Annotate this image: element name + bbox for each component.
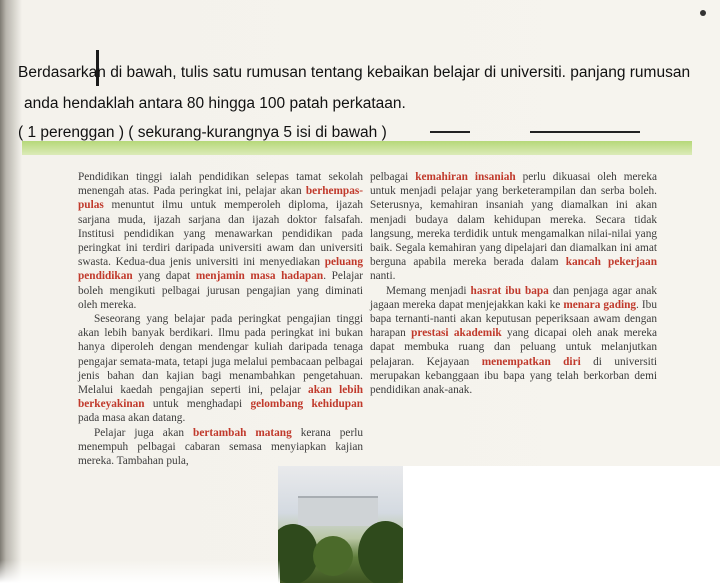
- question-line-1: Berdasarkan di bawah, tulis satu rumusan tentang kebaikan belajar di universiti. panjang rumusan: [18, 64, 691, 81]
- highlight-term: akan lebih berkeyakinan: [78, 384, 364, 411]
- highlight-term: menjamin masa hadapan: [195, 270, 324, 283]
- text-run: nanti.: [370, 270, 396, 283]
- highlight-term: bertambah matang: [193, 426, 292, 439]
- underline-short: [430, 131, 470, 133]
- text-run: Pendidikan tinggi ialah pendidikan selepas tamat sekolah menengah atas. Pada peringkat ini, pelajar akan: [78, 171, 363, 198]
- highlight-term: menara gading: [563, 298, 637, 311]
- text-run: kerana perlu menempuh pelbagai cabaran semasa menyiapkan kajian mereka. Tambahan pula,: [78, 426, 363, 468]
- highlight-term: menempatkan diri: [481, 355, 581, 368]
- text-run: di universiti merupakan kebanggaan ibu bapa yang telah berkorban demi pendidikan anak-anak.: [370, 355, 658, 397]
- text-run: menuntut ilmu untuk memperoleh diploma, ijazah sarjana muda, ijazah sarjana dan ijazah doktor falsafah. Institusi pendidikan yang menawarkan pendidikan pada peringkat ini terdiri daripada universiti awam dan universiti swasta. Kedua-dua jenis universiti ini menyediakan: [78, 199, 363, 269]
- text-run: untuk menghadapi: [144, 398, 251, 411]
- paragraph: [370, 170, 657, 284]
- text-run: . Pelajar boleh mengikuti pelbagai jurusan pengajian yang diminati oleh mereka.: [78, 270, 364, 311]
- left-text-column: [78, 170, 363, 468]
- text-run: Seseorang yang belajar pada peringkat pengajian tinggi akan lebih banyak berdikari. Ilmu pada peringkat ini bukan hanya diperoleh dengan mendengar kuliah daripada tenaga pengajar semata-mata, tetapi juga melalui pembacaan pelbagai jenis bahan dan kajian bagi menambahkan pengetahuan. Melalui kaedah pengajian seperti ini, pelajar: [78, 313, 363, 397]
- text-run: pelbagai: [370, 171, 416, 183]
- text-run: dan penjaga agar anak jagaan mereka dapat menjejakkan kaki ke: [370, 284, 658, 311]
- corner-dot: [700, 10, 706, 16]
- paragraph: [78, 312, 363, 426]
- paragraph: [370, 284, 657, 398]
- right-text-column: [370, 170, 657, 397]
- text-run: yang dicapai oleh anak mereka dapat membuka ruang dan peluang untuk melanjutkan pelajaran. Kejayaan: [370, 327, 657, 368]
- fade-overlay: [0, 560, 280, 583]
- question-line-3: ( 1 perenggan ) ( sekurang-kurangnya 5 isi di bawah ): [18, 124, 387, 141]
- paragraph: [78, 426, 363, 469]
- campus-photo: [278, 466, 403, 583]
- underline-long: [530, 131, 640, 133]
- text-run: yang dapat: [132, 270, 196, 283]
- highlight-term: kemahiran insaniah: [415, 171, 516, 183]
- redacted-area: [403, 466, 720, 583]
- highlight-term: prestasi akademik: [411, 327, 502, 340]
- text-run: Memang menjadi: [386, 284, 471, 297]
- highlight-term: hasrat ibu bapa: [470, 284, 549, 297]
- highlight-term: peluang pendidikan: [78, 256, 363, 283]
- highlight-term: berhempas-pulas: [78, 185, 363, 212]
- question-line-2: anda hendaklah antara 80 hingga 100 patah perkataan.: [24, 95, 406, 112]
- text-run: Pelajar juga akan: [94, 426, 194, 439]
- paragraph: [78, 170, 363, 312]
- text-run: perlu dikuasai oleh mereka untuk menjadi pelajar yang berketerampilan dan serba boleh. Seterusnya, kemahiran insaniah yang diamalkan ini akan menjadi budaya dalam kehidupan mereka. Secara tidak langsung, mereka terdidik untuk mengamalkan nilai-nilai yang baik. Segala kemahiran yang dipelajari dan diamalkan ini amat berguna apabila mereka berada dalam: [370, 171, 657, 269]
- text-run: . Ibu bapa ternanti-nanti akan keputusan peperiksaan awam dengan harapan: [370, 298, 657, 340]
- text-run: pada masa akan datang.: [78, 412, 186, 425]
- green-banner: [22, 141, 692, 155]
- highlight-term: kancah pekerjaan: [565, 256, 657, 269]
- highlight-term: gelombang kehidupan: [250, 398, 363, 411]
